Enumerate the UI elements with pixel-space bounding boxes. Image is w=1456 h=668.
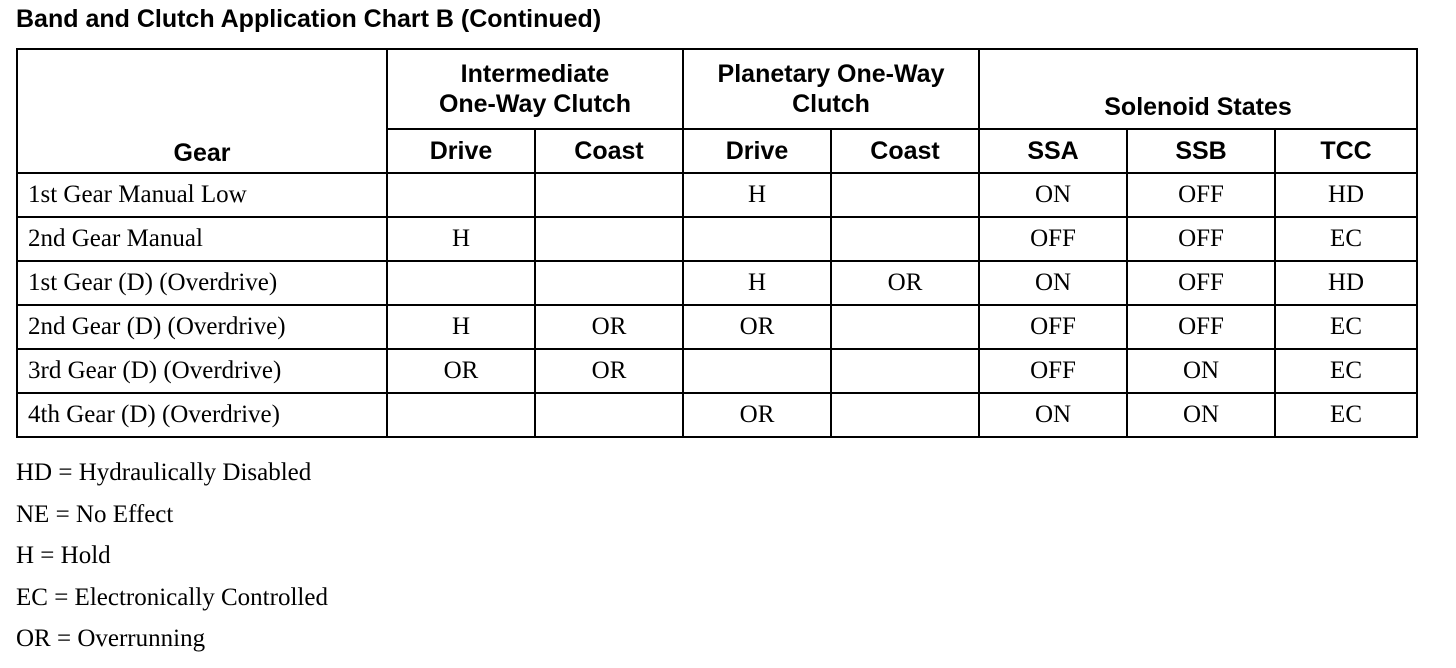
intermediate-drive-cell bbox=[387, 173, 535, 217]
ssb-cell: ON bbox=[1127, 393, 1275, 437]
planetary-drive-cell: OR bbox=[683, 305, 831, 349]
intermediate-coast-cell bbox=[535, 217, 683, 261]
planetary-coast-cell bbox=[831, 349, 979, 393]
legend bbox=[16, 458, 328, 666]
ssa-cell: OFF bbox=[979, 217, 1127, 261]
gear-cell: 4th Gear (D) (Overdrive) bbox=[17, 393, 387, 437]
gear-cell: 3rd Gear (D) (Overdrive) bbox=[17, 349, 387, 393]
tcc-cell: HD bbox=[1275, 173, 1417, 217]
intermediate-coast-cell bbox=[535, 173, 683, 217]
legend-item: H = Hold bbox=[16, 542, 111, 569]
intermediate-drive-cell bbox=[387, 261, 535, 305]
intermediate-drive-cell bbox=[387, 393, 535, 437]
ssa-cell: OFF bbox=[979, 305, 1127, 349]
gear-cell: 1st Gear (D) (Overdrive) bbox=[17, 261, 387, 305]
ssa-cell: ON bbox=[979, 393, 1127, 437]
ssb-cell: OFF bbox=[1127, 217, 1275, 261]
table-row bbox=[17, 305, 1417, 349]
table-row bbox=[17, 261, 1417, 305]
planetary-drive-cell: H bbox=[683, 173, 831, 217]
planetary-coast-cell bbox=[831, 393, 979, 437]
page-title: Band and Clutch Application Chart B (Continued) bbox=[16, 5, 602, 33]
intermediate-drive-cell: OR bbox=[387, 349, 535, 393]
tcc-cell: EC bbox=[1275, 217, 1417, 261]
ssb-header: SSB bbox=[1127, 129, 1275, 173]
intermediate-coast-header: Coast bbox=[535, 129, 683, 173]
table-row bbox=[17, 173, 1417, 217]
planetary-drive-header: Drive bbox=[683, 129, 831, 173]
intermediate-drive-cell: H bbox=[387, 217, 535, 261]
ssa-cell: ON bbox=[979, 261, 1127, 305]
solenoid-states-header: Solenoid States bbox=[979, 49, 1417, 129]
ssb-cell: OFF bbox=[1127, 261, 1275, 305]
intermediate-drive-cell: H bbox=[387, 305, 535, 349]
gear-column-header: Gear bbox=[17, 49, 387, 173]
planetary-header-line1: Planetary One-Way bbox=[717, 60, 945, 88]
planetary-header-line2: Clutch bbox=[792, 90, 870, 118]
legend-item: NE = No Effect bbox=[16, 500, 174, 528]
legend-item: HD = Hydraulically Disabled bbox=[16, 459, 312, 486]
tcc-cell: EC bbox=[1275, 393, 1417, 437]
tcc-header: TCC bbox=[1275, 129, 1417, 173]
intermediate-header-line2: One-Way Clutch bbox=[438, 90, 632, 118]
gear-cell: 1st Gear Manual Low bbox=[17, 173, 387, 217]
intermediate-drive-header: Drive bbox=[387, 129, 535, 173]
planetary-coast-header: Coast bbox=[831, 129, 979, 173]
intermediate-coast-cell bbox=[535, 393, 683, 437]
intermediate-coast-cell: OR bbox=[535, 349, 683, 393]
ssa-header: SSA bbox=[979, 129, 1127, 173]
planetary-drive-cell bbox=[683, 349, 831, 393]
ssa-cell: ON bbox=[979, 173, 1127, 217]
planetary-drive-cell: H bbox=[683, 261, 831, 305]
gear-cell: 2nd Gear Manual bbox=[17, 217, 387, 261]
ssb-cell: OFF bbox=[1127, 173, 1275, 217]
tcc-cell: EC bbox=[1275, 349, 1417, 393]
tcc-cell: EC bbox=[1275, 305, 1417, 349]
planetary-coast-cell bbox=[831, 173, 979, 217]
ssb-cell: ON bbox=[1127, 349, 1275, 393]
gear-cell: 2nd Gear (D) (Overdrive) bbox=[17, 305, 387, 349]
tcc-cell: HD bbox=[1275, 261, 1417, 305]
intermediate-coast-cell: OR bbox=[535, 305, 683, 349]
table-row bbox=[17, 393, 1417, 437]
intermediate-clutch-header bbox=[387, 49, 683, 129]
band-clutch-application-table bbox=[16, 48, 1418, 438]
intermediate-header-line1: Intermediate bbox=[460, 60, 610, 88]
ssb-cell: OFF bbox=[1127, 305, 1275, 349]
ssa-cell: OFF bbox=[979, 349, 1127, 393]
planetary-coast-cell: OR bbox=[831, 261, 979, 305]
planetary-drive-cell: OR bbox=[683, 393, 831, 437]
intermediate-coast-cell bbox=[535, 261, 683, 305]
legend-item: EC = Electronically Controlled bbox=[16, 583, 328, 611]
planetary-coast-cell bbox=[831, 217, 979, 261]
planetary-drive-cell bbox=[683, 217, 831, 261]
table-row bbox=[17, 349, 1417, 393]
table-row bbox=[17, 217, 1417, 261]
planetary-clutch-header bbox=[683, 49, 979, 129]
planetary-coast-cell bbox=[831, 305, 979, 349]
legend-item: OR = Overrunning bbox=[16, 625, 206, 652]
